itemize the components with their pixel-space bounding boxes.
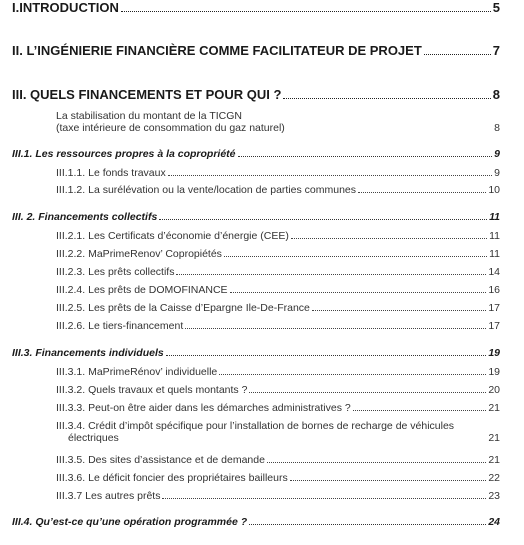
toc-entry[interactable] bbox=[56, 284, 500, 296]
toc-entry-page: 23 bbox=[488, 490, 500, 502]
toc-entry-label: III.1. Les ressources propres à la copropriété bbox=[12, 148, 236, 160]
dot-leader bbox=[121, 11, 491, 12]
dot-leader bbox=[238, 156, 493, 157]
toc-entry-page: 14 bbox=[488, 266, 500, 278]
dot-leader bbox=[267, 462, 486, 463]
toc-entry-label-line2: électriques bbox=[68, 432, 119, 444]
toc-entry-page: 9 bbox=[494, 167, 500, 179]
toc-entry-label: III.3.6. Le déficit foncier des propriétaires bailleurs bbox=[56, 472, 288, 484]
toc-entry-page: 19 bbox=[488, 347, 500, 359]
toc-entry-label: III.2.4. Les prêts de DOMOFINANCE bbox=[56, 284, 228, 296]
toc-entry-financements[interactable] bbox=[12, 87, 500, 102]
toc-entry-stabilisation[interactable] bbox=[56, 110, 500, 134]
toc-entry[interactable] bbox=[56, 384, 500, 396]
toc-entry[interactable] bbox=[56, 472, 500, 484]
toc-entry[interactable] bbox=[56, 248, 500, 260]
toc-entry-label-line1: III.3.4. Crédit d’impôt spécifique pour l’installation de bornes de recharge de véhicules bbox=[56, 420, 455, 432]
toc-entry[interactable] bbox=[56, 266, 500, 278]
toc-entry-page: 20 bbox=[488, 384, 500, 396]
toc-entry-page: 9 bbox=[494, 148, 500, 160]
toc-entry-page: 5 bbox=[492, 0, 500, 15]
toc-entry-label: III.3.7 Les autres prêts bbox=[56, 490, 161, 502]
toc-entry-ingenierie[interactable] bbox=[12, 43, 500, 58]
dot-leader bbox=[283, 98, 490, 99]
toc-entry-page: 17 bbox=[488, 320, 500, 332]
dot-leader bbox=[224, 256, 487, 257]
toc-entry-label: III.3. Financements individuels bbox=[12, 347, 164, 359]
toc-entry-label: III.3.1. MaPrimeRénov’ individuelle bbox=[56, 366, 218, 378]
toc-entry-label: III.2.3. Les prêts collectifs bbox=[56, 266, 175, 278]
toc-entry-page: 11 bbox=[489, 248, 500, 260]
toc-entry-label-line1: La stabilisation du montant de la TICGN bbox=[56, 110, 242, 122]
toc-entry[interactable] bbox=[56, 454, 500, 466]
dot-leader bbox=[290, 480, 487, 481]
toc-entry-label: III.4. Qu’est-ce qu’une opération programmée ? bbox=[12, 516, 248, 528]
toc-entry[interactable] bbox=[56, 302, 500, 314]
toc-entry-page: 8 bbox=[494, 122, 500, 134]
toc-entry-label: III. 2. Financements collectifs bbox=[12, 211, 158, 223]
toc-entry[interactable] bbox=[56, 184, 500, 196]
dot-leader bbox=[312, 310, 486, 311]
toc-entry-label: III.2.1. Les Certificats d’économie d’énergie (CEE) bbox=[56, 230, 289, 242]
toc-entry-label-line2: (taxe intérieure de consommation du gaz naturel) bbox=[56, 122, 285, 134]
toc-entry-page: 16 bbox=[488, 284, 500, 296]
dot-leader bbox=[219, 374, 486, 375]
dot-leader bbox=[176, 274, 486, 275]
toc-entry-page: 21 bbox=[488, 432, 500, 444]
dot-leader bbox=[230, 292, 487, 293]
toc-entry[interactable] bbox=[56, 230, 500, 242]
toc-entry-introduction[interactable] bbox=[12, 0, 500, 15]
toc-entry-credit-impot[interactable] bbox=[56, 420, 500, 444]
toc-entry-label: III.3.5. Des sites d’assistance et de demande bbox=[56, 454, 265, 466]
toc-entry[interactable] bbox=[56, 402, 500, 414]
dot-leader bbox=[249, 392, 486, 393]
dot-leader bbox=[358, 192, 486, 193]
toc-entry-page: 21 bbox=[488, 454, 500, 466]
toc-section-ressources-propres[interactable] bbox=[12, 148, 500, 160]
toc-entry-page: 24 bbox=[488, 516, 500, 528]
toc-entry-label: III.3.2. Quels travaux et quels montants ? bbox=[56, 384, 248, 396]
dot-leader bbox=[185, 328, 486, 329]
toc-entry-page: 11 bbox=[489, 211, 500, 223]
toc-entry-label: III.2.2. MaPrimeRenov’ Copropiétés bbox=[56, 248, 222, 260]
toc-entry-page: 21 bbox=[488, 402, 500, 414]
dot-leader bbox=[166, 355, 487, 356]
toc-entry-label: III.1.1. Le fonds travaux bbox=[56, 167, 166, 179]
toc-entry[interactable] bbox=[56, 167, 500, 179]
toc-entry-page: 11 bbox=[489, 230, 500, 242]
toc-entry-label: I.INTRODUCTION bbox=[12, 0, 119, 15]
toc-entry-label: III.2.5. Les prêts de la Caisse d’Epargne Ile-De-France bbox=[56, 302, 310, 314]
dot-leader bbox=[424, 54, 491, 55]
toc-entry-page: 17 bbox=[488, 302, 500, 314]
toc-entry[interactable] bbox=[56, 490, 500, 502]
toc-entry-label: III.1.2. La surélévation ou la vente/location de parties communes bbox=[56, 184, 357, 196]
dot-leader bbox=[162, 498, 486, 499]
toc-entry-label: III.2.6. Le tiers-financement bbox=[56, 320, 184, 332]
toc-section-operation-programmee[interactable] bbox=[12, 516, 500, 528]
dot-leader bbox=[353, 410, 487, 411]
toc-section-financements-individuels[interactable] bbox=[12, 347, 500, 359]
toc-entry-page: 7 bbox=[492, 43, 500, 58]
toc-section-financements-collectifs[interactable] bbox=[12, 211, 500, 223]
toc-entry-page: 22 bbox=[488, 472, 500, 484]
toc-entry[interactable] bbox=[56, 320, 500, 332]
dot-leader bbox=[291, 238, 487, 239]
toc-entry-page: 8 bbox=[492, 87, 500, 102]
toc-entry-page: 10 bbox=[488, 184, 500, 196]
dot-leader bbox=[159, 219, 487, 220]
toc-entry-label: III.3.3. Peut-on être aider dans les démarches administratives ? bbox=[56, 402, 351, 414]
toc-entry-label: III. QUELS FINANCEMENTS ET POUR QUI ? bbox=[12, 87, 282, 102]
toc-entry[interactable] bbox=[56, 366, 500, 378]
dot-leader bbox=[249, 524, 486, 525]
toc-entry-page: 19 bbox=[488, 366, 500, 378]
dot-leader bbox=[168, 175, 492, 176]
toc-entry-label: II. L’INGÉNIERIE FINANCIÈRE COMME FACILITATEUR DE PROJET bbox=[12, 43, 422, 58]
